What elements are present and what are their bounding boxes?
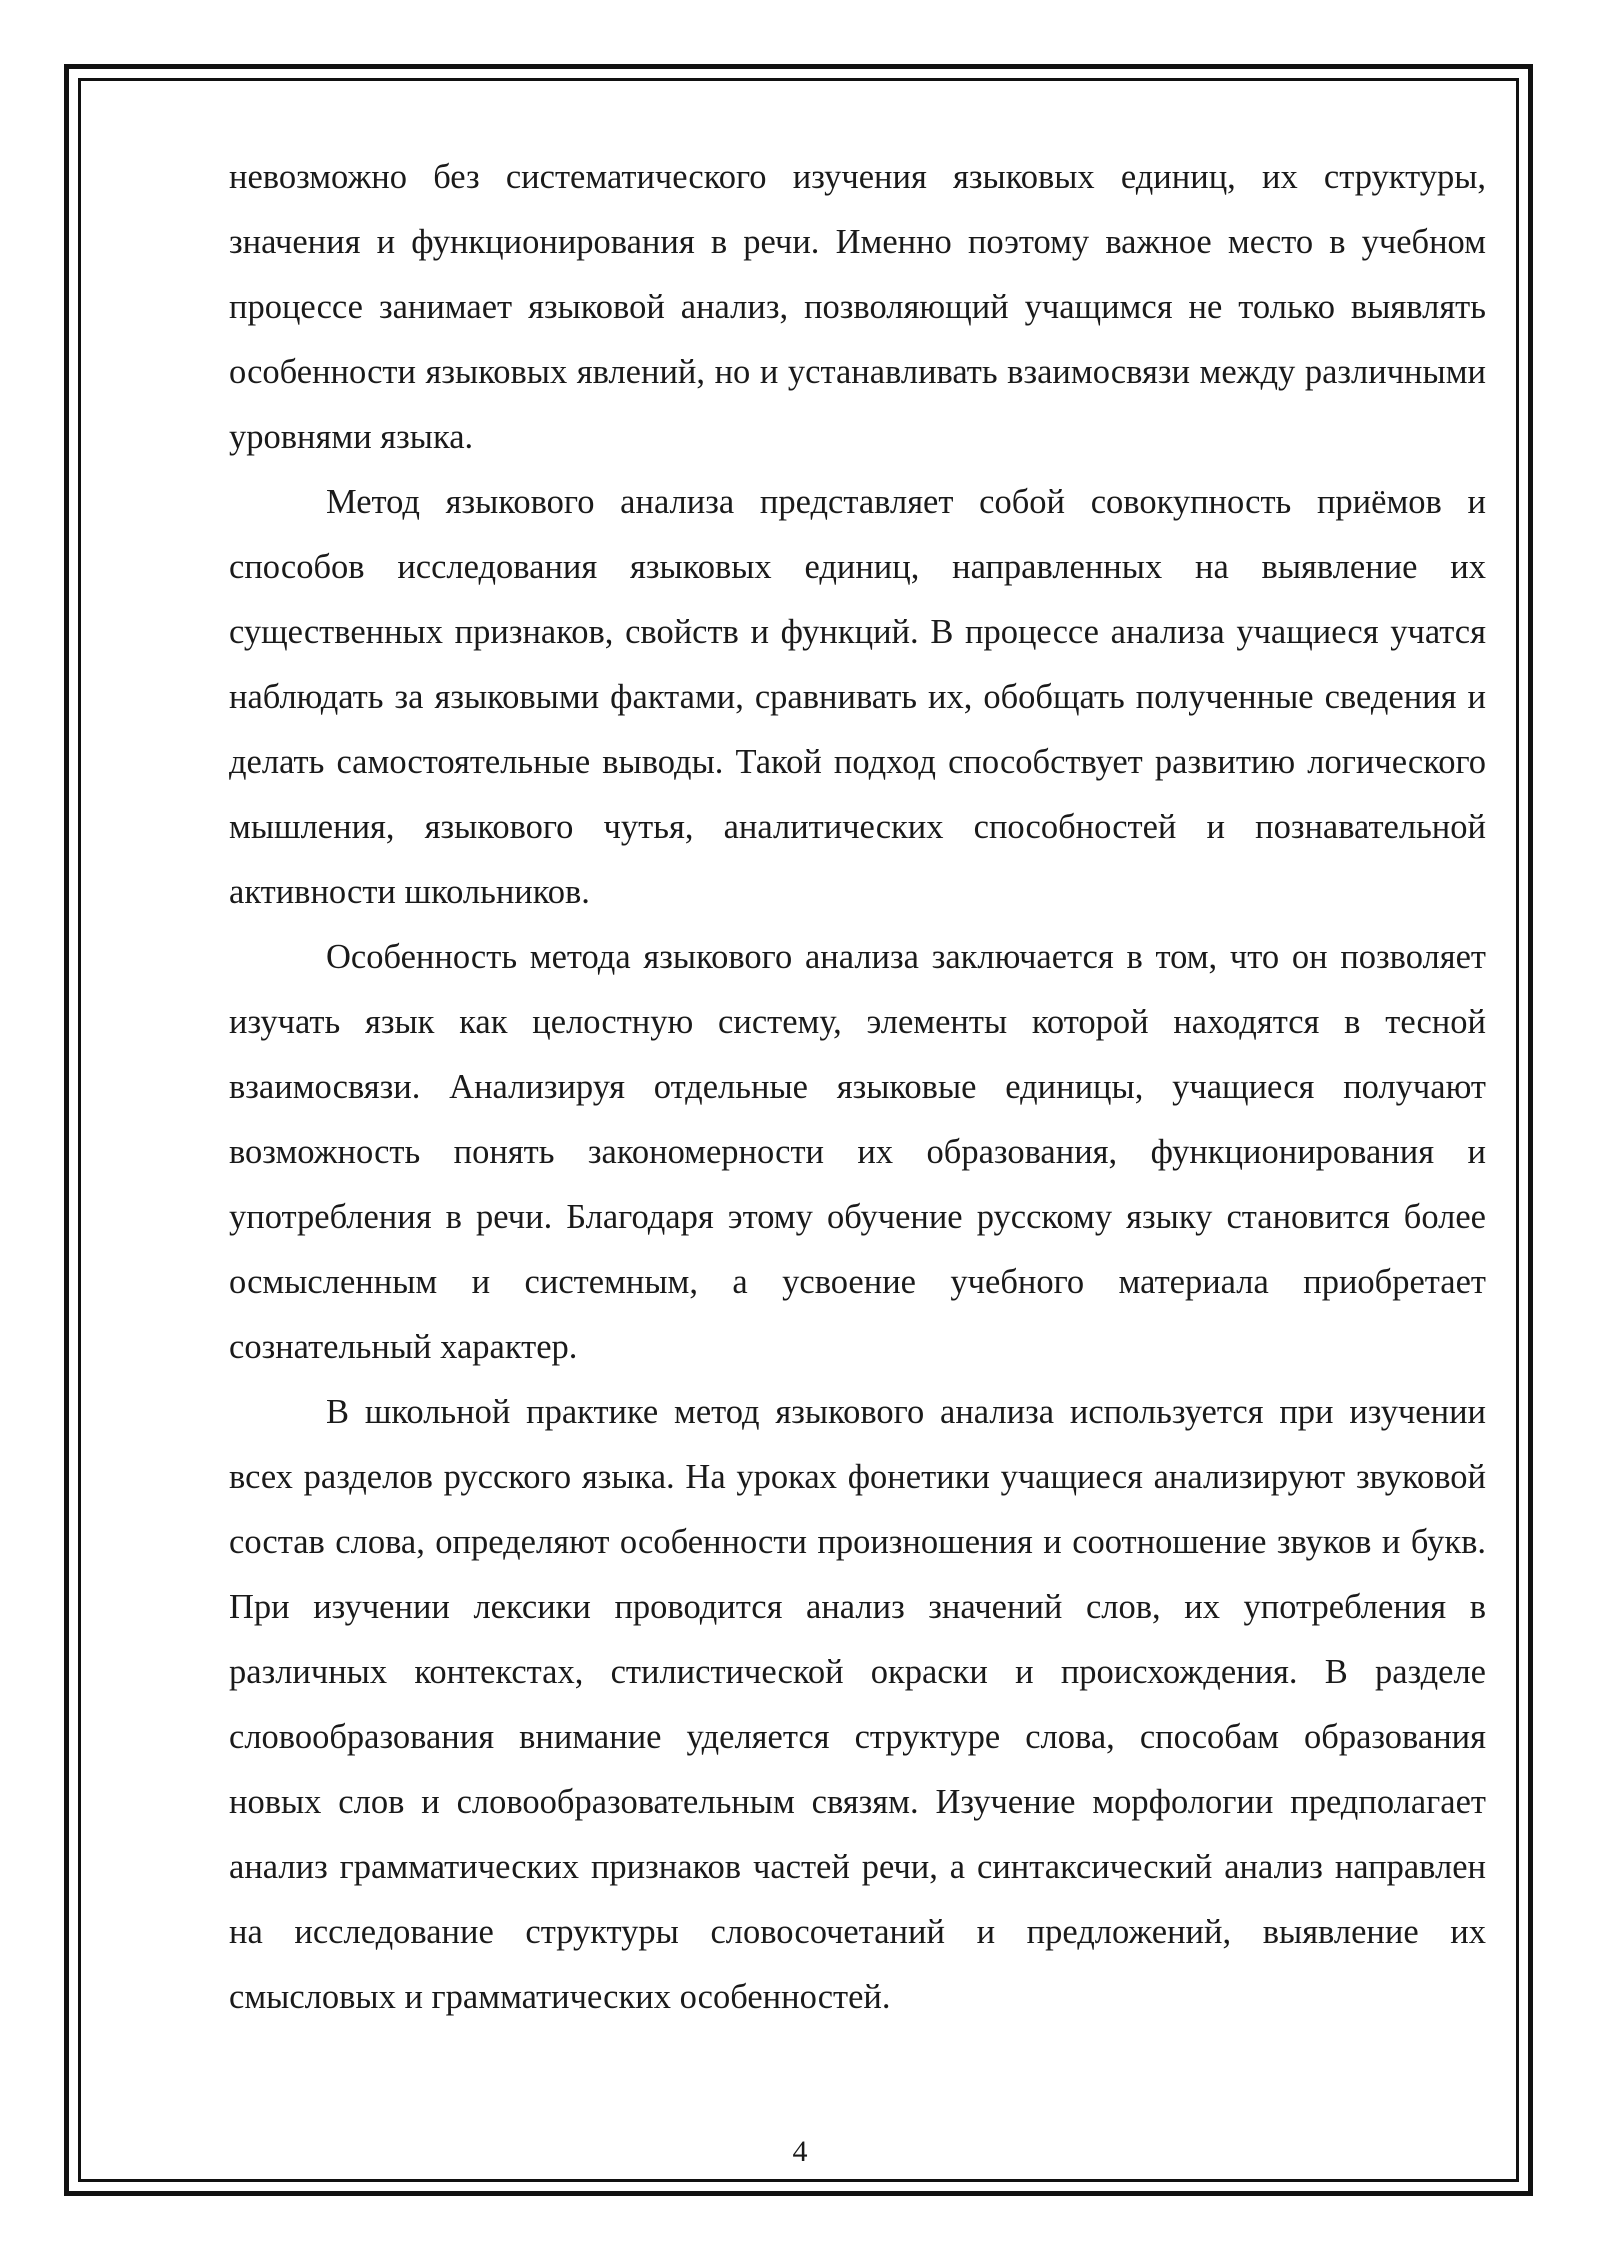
- paragraph-method-feature: Особенность метода языкового анализа заключается в том, что он позволяет изучать язык как целостную систему, элементы которой находятся в тесной взаимосвязи. Анализируя отдельные языковые единицы, учащиеся получают возможность понять закономерности их образования, функционирования и употребления в речи. Благодаря этому обучение русскому языку становится более осмысленным и системным, а усвоение учебного материала приобретает сознательный характер.: [229, 938, 1486, 1366]
- paragraph-school-practice: В школьной практике метод языкового анализа используется при изучении всех разделов русского языка. На уроках фонетики учащиеся анализируют звуковой состав слова, определяют особенности произношения и соотношение звуков и букв. При изучении лексики проводится анализ значений слов, их употребления в различных контекстах, стилистической окраски и происхождения. В разделе словообразования внимание уделяется структуре слова, способам образования новых слов и словообразовательным связям. Изучение морфологии предполагает анализ грамматических признаков частей речи, а синтаксический анализ направлен на исследование структуры словосочетаний и предложений, выявление их смысловых и грамматических особенностей.: [229, 1393, 1486, 2016]
- page-number: 4: [792, 2135, 808, 2168]
- paragraph-continuation: невозможно без систематического изучения языковых единиц, их структуры, значения и функционирования в речи. Именно поэтому важное место в учебном процессе занимает языковой анализ, позволяющий учащимся не только выявлять особенности языковых явлений, но и устанавливать взаимосвязи между различными уровнями языка.: [229, 158, 1486, 456]
- paragraph-method-definition: Метод языкового анализа представляет собой совокупность приёмов и способов исследования языковых единиц, направленных на выявление их существенных признаков, свойств и функций. В процессе анализа учащиеся учатся наблюдать за языковыми фактами, сравнивать их, обобщать полученные сведения и делать самостоятельные выводы. Такой подход способствует развитию логического мышления, языкового чутья, аналитических способностей и познавательной активности школьников.: [229, 483, 1486, 911]
- document-body: [229, 145, 1486, 2030]
